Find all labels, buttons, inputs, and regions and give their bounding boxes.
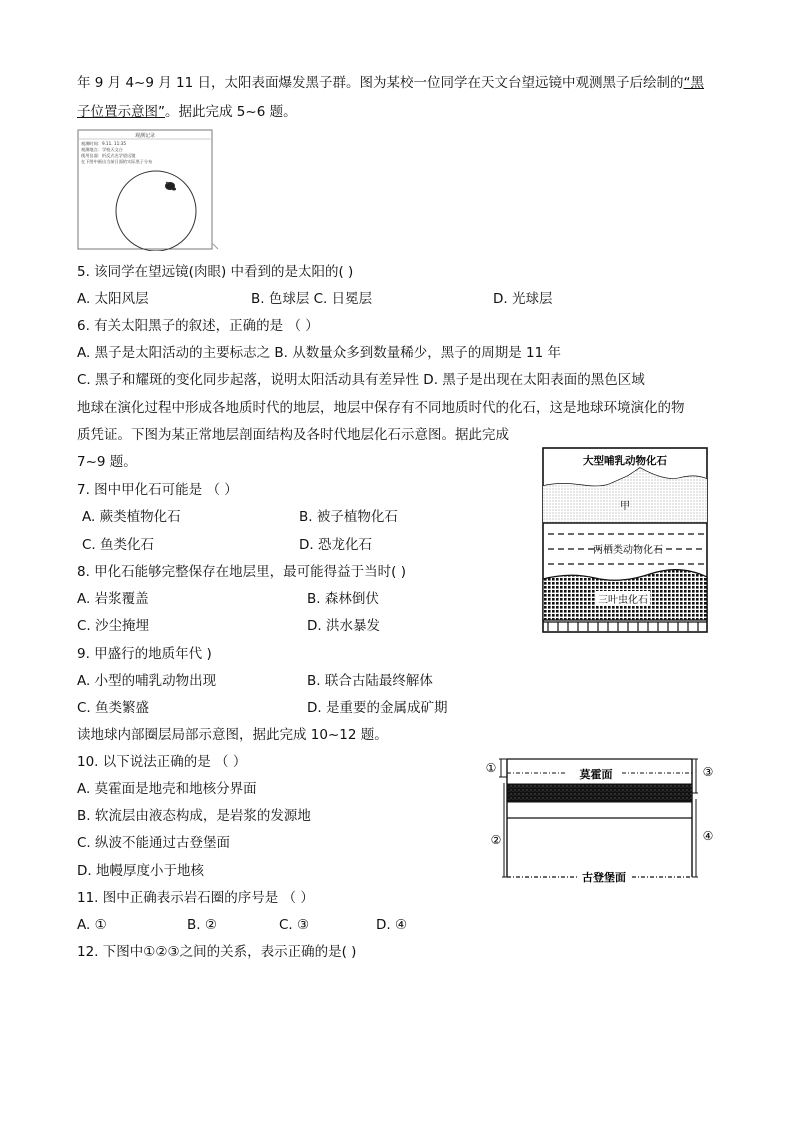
q8-option-b[interactable]: B. 森林倒伏 <box>307 591 379 607</box>
label-3: ③ <box>702 765 714 779</box>
figure-row: 观测时间：9.11. 11:35 <box>81 141 126 146</box>
q8-option-c[interactable]: C. 沙尘掩埋 <box>77 618 150 634</box>
figure-row: 观测地点：学校天文台 <box>81 147 123 152</box>
q9-option-b[interactable]: B. 联合古陆最终解体 <box>307 673 433 689</box>
q8-option-d[interactable]: D. 洪水暴发 <box>307 618 380 634</box>
intro-line-2 <box>77 102 297 122</box>
q7-option-c[interactable]: C. 鱼类化石 <box>82 537 155 553</box>
q7-option-d[interactable]: D. 恐龙化石 <box>299 537 372 553</box>
q7-option-b[interactable]: B. 被子植物化石 <box>299 509 398 525</box>
q5-option-bc[interactable]: B. 色球层 C. 日冕层 <box>251 291 373 307</box>
q5-option-a[interactable]: A. 太阳风层 <box>77 291 149 307</box>
intro3: 读地球内部圈层局部示意图，据此完成 10~12 题。 <box>77 727 388 743</box>
q8-stem: 8. 甲化石能够完整保存在地层里，最可能得益于当时( ) <box>77 564 406 580</box>
strata-jia-label: 甲 <box>620 501 630 512</box>
intro-text: 。据此完成 5~6 题。 <box>165 104 297 120</box>
q9-stem: 9. 甲盛行的地质年代 ) <box>77 646 212 662</box>
q9-option-c[interactable]: C. 鱼类繁盛 <box>77 700 150 716</box>
figure-title: 观测记录 <box>134 133 156 139</box>
gutenberg-label: 古登堡面 <box>582 871 626 884</box>
q6-options-ab[interactable]: A. 黑子是太阳活动的主要标志之 B. 从数量众多到数量稀少，黑子的周期是 11 年 <box>77 345 561 361</box>
figure-row: 使用仪器：折反式光学望远镜 <box>81 153 136 158</box>
q10-option-b[interactable]: B. 软流层由液态构成，是岩浆的发源地 <box>77 808 311 824</box>
earth-layers-figure <box>482 753 722 885</box>
q5-stem: 5. 该同学在望远镜(肉眼) 中看到的是太阳的( ) <box>77 264 354 280</box>
q12-stem: 12. 下图中①②③之间的关系，表示正确的是( ) <box>77 944 357 960</box>
q10-option-c[interactable]: C. 纵波不能通过古登堡面 <box>77 835 231 851</box>
q9-option-a[interactable]: A. 小型的哺乳动物出现 <box>77 673 217 689</box>
q11-stem: 11. 图中正确表示岩石圈的序号是 （ ） <box>77 890 314 906</box>
q6-options-cd[interactable]: C. 黑子和耀斑的变化同步起落，说明太阳活动具有差异性 D. 黑子是出现在太阳表面的黑色区域 <box>77 372 645 388</box>
figure-row: 在下图中画出当前日面的实际黑子分布 <box>81 159 153 164</box>
asthenosphere-band <box>507 784 692 802</box>
q11-option-b[interactable]: B. ② <box>187 917 217 933</box>
q7-stem: 7. 图中甲化石可能是 （ ） <box>77 482 238 498</box>
q11-option-c[interactable]: C. ③ <box>279 917 310 933</box>
label-4: ④ <box>702 829 714 843</box>
q11-option-a[interactable]: A. ① <box>77 917 107 933</box>
strata-top-label: 大型哺乳动物化石 <box>583 455 667 467</box>
q10-option-a[interactable]: A. 莫霍面是地壳和地核分界面 <box>77 781 257 797</box>
intro-line-1 <box>77 73 704 93</box>
strata-mid-label: 两栖类动物化石 <box>593 545 663 556</box>
q6-stem: 6. 有关太阳黑子的叙述，正确的是 （ ） <box>77 318 319 334</box>
intro2-line-2: 质凭证。下图为某正常地层剖面结构及各时代地层化石示意图。据此完成 <box>77 427 509 443</box>
intro-text: 年 9 月 4~9 月 11 日，太阳表面爆发黑子群。图为某校一位同学在天文台望远镜中观测黑子后绘制的 <box>77 75 684 91</box>
intro2-line-1: 地球在演化过程中形成各地质时代的地层，地层中保存有不同地质时代的化石，这是地球环境演化的物 <box>77 400 685 416</box>
q9-option-d[interactable]: D. 是重要的金属成矿期 <box>307 700 448 716</box>
q10-option-d[interactable]: D. 地幔厚度小于地核 <box>77 863 204 879</box>
label-2: ② <box>490 833 502 847</box>
intro-underlined: “黑 <box>683 75 705 91</box>
q10-stem: 10. 以下说法正确的是 （ ） <box>77 754 247 770</box>
intro-underlined: 子位置示意图” <box>77 104 165 120</box>
strata-bottom-label: 三叶虫化石 <box>598 595 648 606</box>
q11-option-d[interactable]: D. ④ <box>376 917 408 933</box>
q8-option-a[interactable]: A. 岩浆覆盖 <box>77 591 149 607</box>
q5-option-d[interactable]: D. 光球层 <box>493 291 553 307</box>
strata-figure <box>540 446 712 636</box>
q7-option-a[interactable]: A. 蕨类植物化石 <box>82 509 181 525</box>
label-1: ① <box>485 761 497 775</box>
moho-label: 莫霍面 <box>579 768 613 781</box>
sunspot-figure <box>77 129 219 251</box>
intro2-line-3: 7~9 题。 <box>77 454 137 470</box>
